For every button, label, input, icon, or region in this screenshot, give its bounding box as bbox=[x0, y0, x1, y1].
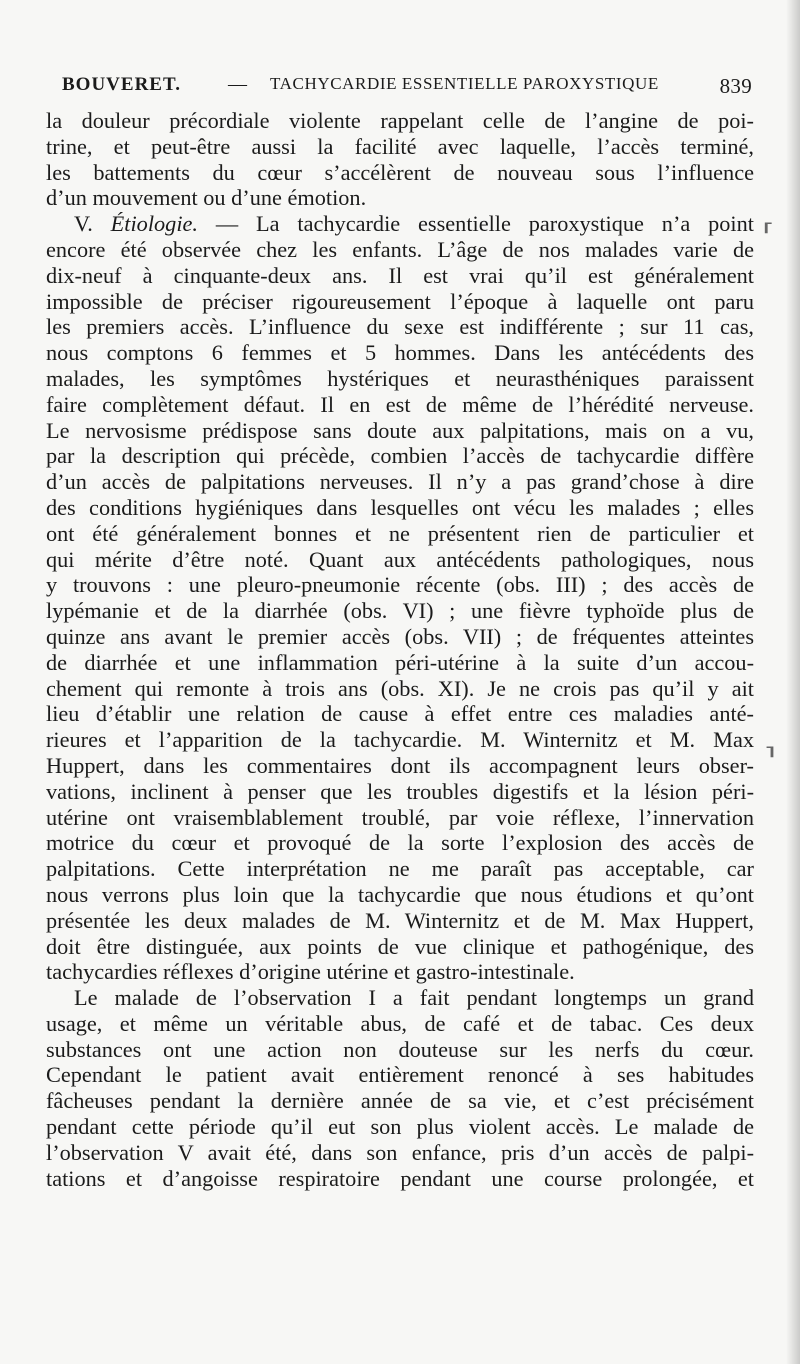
line-text: substances ont une action non douteuse sur les nerfs du cœur. bbox=[46, 1036, 754, 1062]
text-line bbox=[46, 985, 754, 1011]
text-line bbox=[46, 289, 754, 315]
text-line bbox=[46, 211, 754, 237]
line-text: Huppert, dans les commentaires dont ils accompagnent leurs obser- bbox=[46, 752, 754, 778]
line-text: quinze ans avant le premier accès (obs. VII) ; de fréquentes atteintes bbox=[46, 623, 754, 649]
line-text: encore été observée chez les enfants. L’âge de nos malades varie de bbox=[46, 236, 754, 262]
text-line bbox=[46, 443, 754, 469]
text-line bbox=[46, 263, 754, 289]
text-line bbox=[46, 650, 754, 676]
text-line bbox=[46, 830, 754, 856]
header-separator: — bbox=[228, 74, 248, 95]
page-number: 839 bbox=[719, 74, 752, 98]
text-line bbox=[46, 805, 754, 831]
text-line bbox=[46, 727, 754, 753]
line-text: nous comptons 6 femmes et 5 hommes. Dans les antécédents des bbox=[46, 340, 754, 366]
text-line bbox=[46, 392, 754, 418]
text-line bbox=[46, 160, 754, 186]
text-line bbox=[46, 908, 754, 934]
text-line bbox=[46, 547, 754, 573]
line-text: tachycardies réflexes d’origine utérine et gastro-intestinale. bbox=[46, 959, 575, 985]
text-line bbox=[46, 676, 754, 702]
text-line bbox=[46, 1037, 754, 1063]
line-text: faire complètement défaut. Il en est de même de l’hérédité nerveuse. bbox=[46, 391, 754, 417]
section-heading: Étiologie. bbox=[110, 211, 198, 237]
line-text: lypémanie et de la diarrhée (obs. VI) ; une fièvre typhoïde plus de bbox=[46, 598, 754, 624]
text-line bbox=[46, 598, 754, 624]
text-line bbox=[46, 624, 754, 650]
line-text: les premiers accès. L’influence du sexe est indifférente ; sur 11 cas, bbox=[46, 314, 754, 340]
text-line bbox=[46, 418, 754, 444]
line-text: d’un mouvement ou d’une émotion. bbox=[46, 185, 367, 211]
line-text: lieu d’établir une relation de cause à effet entre ces maladies anté- bbox=[46, 701, 754, 727]
text-line bbox=[46, 366, 754, 392]
text-line bbox=[46, 108, 754, 134]
line-text: la douleur précordiale violente rappelant celle de l’angine de poi- bbox=[46, 108, 754, 133]
text-line bbox=[46, 1114, 754, 1140]
text-line bbox=[46, 856, 754, 882]
text-line bbox=[46, 1062, 754, 1088]
margin-bracket-mark: ⸢ bbox=[762, 218, 774, 253]
line-text: tations et d’angoisse respiratoire pendant une course prolongée, et bbox=[46, 1165, 754, 1191]
text-line bbox=[46, 134, 754, 160]
line-text: impossible de préciser rigoureusement l’époque à laquelle ont paru bbox=[46, 288, 754, 314]
text-line bbox=[46, 882, 754, 908]
text-line bbox=[46, 1140, 754, 1166]
line-text: par la description qui précède, combien l’accès de tachycardie diffère bbox=[46, 443, 754, 469]
text-line bbox=[46, 495, 754, 521]
line-text: d’un accès de palpitations nerveuses. Il n’y a pas grand’chose à dire bbox=[46, 469, 754, 495]
header-title: TACHYCARDIE ESSENTIELLE PAROXYSTIQUE bbox=[270, 74, 659, 93]
margin-bracket-mark: ⸣ bbox=[764, 742, 776, 777]
line-text: usage, et même un véritable abus, de café et de tabac. Ces deux bbox=[46, 1010, 754, 1036]
line-text: chement qui remonte à trois ans (obs. XI). Je ne crois pas qu’il y ait bbox=[46, 675, 754, 701]
line-text: qui mérite d’être noté. Quant aux antécédents pathologiques, nous bbox=[46, 546, 754, 572]
line-text: de diarrhée et une inflammation péri-utérine à la suite d’un accou- bbox=[46, 649, 754, 675]
line-text: — La tachycardie essentielle paroxystique n’a point bbox=[198, 211, 754, 237]
text-line bbox=[46, 1166, 754, 1192]
line-text: doit être distinguée, aux points de vue clinique et pathogénique, des bbox=[46, 933, 754, 959]
line-text: les battements du cœur s’accélèrent de nouveau sous l’influence bbox=[46, 159, 754, 185]
line-text: Cependant le patient avait entièrement renoncé à ses habitudes bbox=[46, 1062, 754, 1088]
line-text: y trouvons : une pleuro-pneumonie récente (obs. III) ; des accès de bbox=[46, 572, 754, 598]
line-text: Le nervosisme prédispose sans doute aux palpitations, mais on a vu, bbox=[46, 417, 754, 443]
section-number: V. bbox=[74, 211, 111, 237]
text-line bbox=[46, 1011, 754, 1037]
text-line bbox=[46, 1088, 754, 1114]
header-author: BOUVERET. bbox=[62, 74, 181, 95]
line-text: présentée les deux malades de M. Winternitz et de M. Max Huppert, bbox=[46, 907, 754, 933]
line-text: dix-neuf à cinquante-deux ans. Il est vrai qu’il est généralement bbox=[46, 262, 754, 288]
line-text: fâcheuses pendant la dernière année de sa vie, et c’est précisément bbox=[46, 1088, 754, 1114]
text-line bbox=[46, 959, 754, 985]
text-line bbox=[46, 779, 754, 805]
line-text: rieures et l’apparition de la tachycardie. M. Winternitz et M. Max bbox=[46, 727, 754, 753]
line-text: Le malade de l’observation I a fait pendant longtemps un grand bbox=[74, 985, 754, 1011]
text-line bbox=[46, 701, 754, 727]
line-text: malades, les symptômes hystériques et neurasthéniques paraissent bbox=[46, 365, 754, 391]
line-text: palpitations. Cette interprétation ne me paraît pas acceptable, car bbox=[46, 856, 754, 882]
text-line bbox=[46, 314, 754, 340]
line-text: utérine ont vraisemblablement troublé, par voie réflexe, l’innervation bbox=[46, 804, 754, 830]
line-text: l’observation V avait été, dans son enfance, pris d’un accès de palpi- bbox=[46, 1139, 754, 1165]
text-line bbox=[46, 237, 754, 263]
text-line bbox=[46, 521, 754, 547]
line-text: pendant cette période qu’il eut son plus violent accès. Le malade de bbox=[46, 1114, 754, 1140]
text-line bbox=[46, 185, 754, 211]
text-line bbox=[46, 753, 754, 779]
text-line bbox=[46, 469, 754, 495]
text-line bbox=[46, 934, 754, 960]
line-text: des conditions hygiéniques dans lesquelles ont vécu les malades ; elles bbox=[46, 494, 754, 520]
line-text: vations, inclinent à penser que les troubles digestifs et la lésion péri- bbox=[46, 778, 754, 804]
body-text bbox=[46, 108, 754, 1191]
line-text: nous verrons plus loin que la tachycardie que nous étudions et qu’ont bbox=[46, 881, 754, 907]
text-line bbox=[46, 572, 754, 598]
line-text: ont été généralement bonnes et ne présentent rien de particulier et bbox=[46, 520, 754, 546]
text-line bbox=[46, 340, 754, 366]
running-header bbox=[62, 74, 752, 104]
line-text: motrice du cœur et provoqué de la sorte l’explosion des accès de bbox=[46, 830, 754, 856]
line-text: trine, et peut-être aussi la facilité avec laquelle, l’accès terminé, bbox=[46, 133, 754, 159]
